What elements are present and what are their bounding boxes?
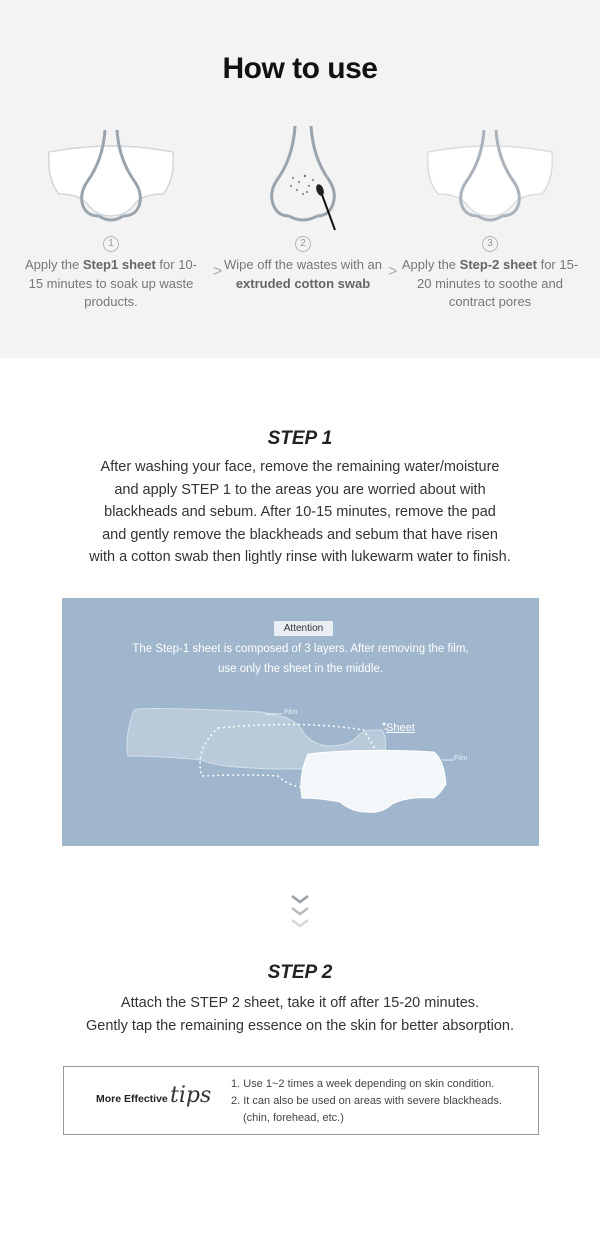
step1-line: with a cotton swab then lightly rinse with lukewarm water to finish. (89, 549, 511, 565)
cotton-swab-icon (213, 120, 393, 232)
tips-list (231, 1076, 502, 1127)
step1-line: blackheads and sebum. After 10-15 minutes, remove the pad (104, 504, 496, 520)
tips-item: 2. It can also be used on areas with severe blackheads. (231, 1095, 502, 1107)
tips-item: 1. Use 1~2 times a week depending on skin condition. (231, 1078, 495, 1090)
step1-line: and gently remove the blackheads and sebum that have risen (102, 526, 498, 543)
step2-instructions (60, 992, 540, 1037)
tips-label: More Effective (96, 1093, 168, 1105)
attention-text (62, 639, 539, 679)
step-number-badge: 1 (103, 236, 119, 252)
attention-badge: Attention (274, 621, 333, 636)
step-description: Apply the Step1 sheet for 10-15 minutes to soak up waste products. (25, 257, 197, 309)
chevron-down-icon (289, 893, 311, 933)
step2-title: STEP 2 (267, 962, 333, 983)
sheet-label: Sheet (386, 722, 415, 734)
attention-line: use only the sheet in the middle. (218, 663, 383, 675)
step-number-badge: 2 (295, 236, 311, 252)
tips-script-word: tips (170, 1083, 212, 1108)
step-number-badge: 3 (482, 236, 498, 252)
how-to-use-section (0, 0, 600, 358)
step-description: Apply the Step-2 sheet for 15-20 minutes to soothe and contract pores (401, 257, 579, 309)
next-step-arrow-icon: > (388, 263, 398, 280)
attention-panel (62, 598, 539, 846)
nose-patch-icon (21, 120, 201, 232)
step-description: Wipe off the wastes with an extruded cotton swab (223, 257, 382, 291)
how-to-use-title: How to use (222, 52, 378, 85)
step1-line: and apply STEP 1 to the areas you are worried about with (114, 481, 486, 498)
step2-line: Gently tap the remaining essence on the skin for better absorption. (86, 1017, 514, 1034)
tips-box (63, 1066, 539, 1135)
film-bottom-label: Film (454, 755, 468, 762)
attention-line: The Step-1 sheet is composed of 3 layers. After removing the film, (132, 643, 469, 655)
nose-patch-icon (400, 120, 580, 232)
how-to-step-1 (21, 120, 201, 312)
step2-line: Attach the STEP 2 sheet, take it off after 15-20 minutes. (120, 995, 480, 1011)
step1-instructions (60, 456, 540, 569)
step1-title: STEP 1 (267, 428, 333, 449)
tips-item: (chin, forehead, etc.) (243, 1112, 344, 1124)
how-to-step-2 (213, 120, 393, 293)
step1-line: After washing your face, remove the remaining water/moisture (100, 459, 500, 475)
next-step-arrow-icon: > (213, 263, 223, 280)
how-to-step-3 (400, 120, 580, 312)
film-top-label: Film (284, 709, 298, 716)
